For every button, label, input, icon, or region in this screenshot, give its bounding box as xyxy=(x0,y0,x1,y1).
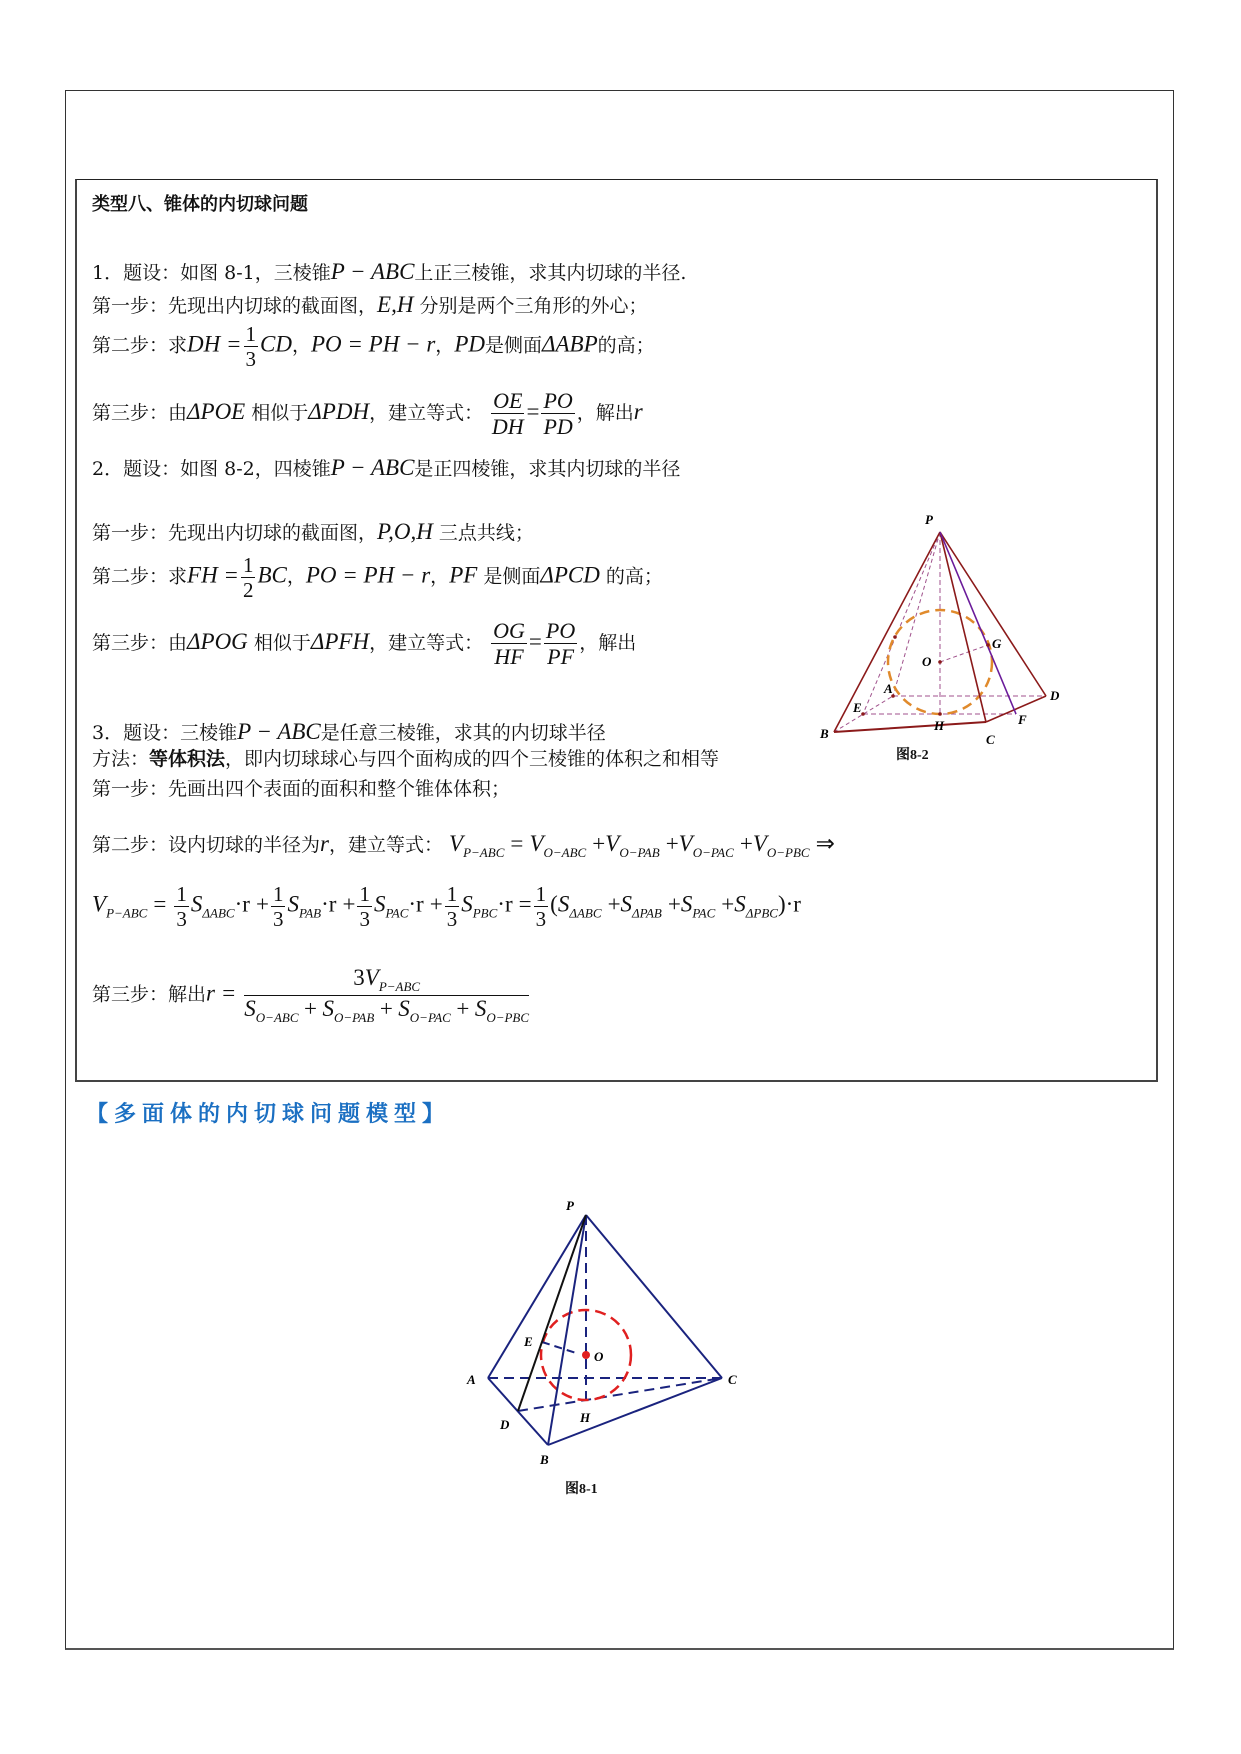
part2-step3: 第三步：由ΔPOG 相似于ΔPFH，建立等式： $\frac{OG}{HF}$ = $\frac{PO}{PF}$ ，解出 xyxy=(92,618,637,670)
part2-step2: 第二步：求FH = $\frac{1}{2}$ BC，PO = PH − r，PF 是侧面ΔPCD 的高； xyxy=(92,553,663,603)
fraction: $\frac{PO}{PF}$ xyxy=(545,618,576,670)
figure-8-1-diagram xyxy=(450,1180,770,1500)
label-F: F xyxy=(1018,712,1027,727)
label-O: O xyxy=(922,654,932,669)
label-C: C xyxy=(728,1372,737,1387)
label-A: A xyxy=(884,681,893,696)
part3-step3: 第三步：解出r = $\frac{3V_{P-ABC}}{S_{O-ABC} + S_{O-PAB} + S_{O-PAC} + S_{O-PBC}}$ xyxy=(92,965,530,1025)
label-P: P xyxy=(925,512,933,527)
label-A: A xyxy=(467,1372,476,1387)
label-E: E xyxy=(524,1334,533,1349)
label-G: G xyxy=(992,636,1002,651)
label-P: P xyxy=(566,1198,574,1213)
label-C: C xyxy=(986,732,995,747)
fraction: $\frac{1}{2}$ xyxy=(242,553,254,603)
label-D: D xyxy=(500,1417,510,1432)
fraction: $\frac{OG}{HF}$ xyxy=(493,618,525,670)
section-title: 类型八、锥体的内切球问题 xyxy=(92,194,308,215)
label-B: B xyxy=(540,1452,549,1467)
figure-8-2-caption: 图8-2 xyxy=(896,748,929,763)
part3-step1: 第一步：先画出四个表面的面积和整个锥体体积； xyxy=(92,778,511,800)
fraction: $\frac{OE}{DH}$ xyxy=(491,388,524,440)
volume-sum-formula: $V_{P-ABC}$ = $\frac{1}{3}$ $S_{\Delta ABC}\cdot r$ + $\frac{1}{3}$ $S_{PAB}\cdot r$ + $\frac{1}{3}$ $S_{PAC}\cdot r$ + $\frac{1}{3}$ $S_{PBC}\cdot r$ = $\frac{1}{3}$ $(S_{\Delta ABC} +S_{\Delta PAB} +S_{PAC} +S_{\Delta PBC})\cdot r$ xyxy=(92,882,801,932)
model-heading: 【多面体的内切球问题模型】 xyxy=(86,1102,451,1127)
label-H: H xyxy=(934,718,945,733)
part1-intro: 1．题设：如图 8-1，三棱锥P − ABC上正三棱锥，求其内切球的半径. xyxy=(92,259,687,284)
figure-8-2-diagram xyxy=(800,500,1060,750)
part2-intro: 2．题设：如图 8-2，四棱锥P − ABC是正四棱锥，求其内切球的半径 xyxy=(92,455,681,480)
label-D: D xyxy=(1050,688,1060,703)
part1-step1: 第一步：先现出内切球的截面图，E,H 分别是两个三角形的外心； xyxy=(92,292,648,317)
part1-step3: 第三步：由ΔPOE 相似于ΔPDH，建立等式： $\frac{OE}{DH}$ = $\frac{PO}{PD}$ ，解出r xyxy=(92,388,643,440)
fraction: $\frac{1}{3}$ xyxy=(245,322,257,372)
part3-step2: 第二步：设内切球的半径为r，建立等式： $V_{P-ABC} = V_{O-ABC} +V_{O-PAB} +V_{O-PAC} +V_{O-PBC}$ ⇒ xyxy=(92,831,835,860)
label-H: H xyxy=(580,1410,591,1425)
part1-step2: 第二步：求DH = $\frac{1}{3}$ CD，PO = PH − r，PD是侧面ΔABP的高； xyxy=(92,322,655,372)
label-B: B xyxy=(820,726,829,741)
part3-method: 方法：等体积法，即内切球球心与四个面构成的四个三棱锥的体积之和相等 xyxy=(92,748,720,770)
radius-fraction: $\frac{3V_{P-ABC}}{S_{O-ABC} + S_{O-PAB} + S_{O-PAC} + S_{O-PBC}}$ xyxy=(244,965,530,1025)
label-O: O xyxy=(594,1349,604,1364)
figure-8-1-caption: 图8-1 xyxy=(565,1482,598,1497)
part2-step1: 第一步：先现出内切球的截面图，P,O,H 三点共线； xyxy=(92,519,534,544)
label-E: E xyxy=(853,700,862,715)
part3-intro: 3．题设：三棱锥P − ABC是任意三棱锥，求其的内切球半径 xyxy=(92,719,606,744)
fraction: $\frac{PO}{PD}$ xyxy=(543,388,573,440)
